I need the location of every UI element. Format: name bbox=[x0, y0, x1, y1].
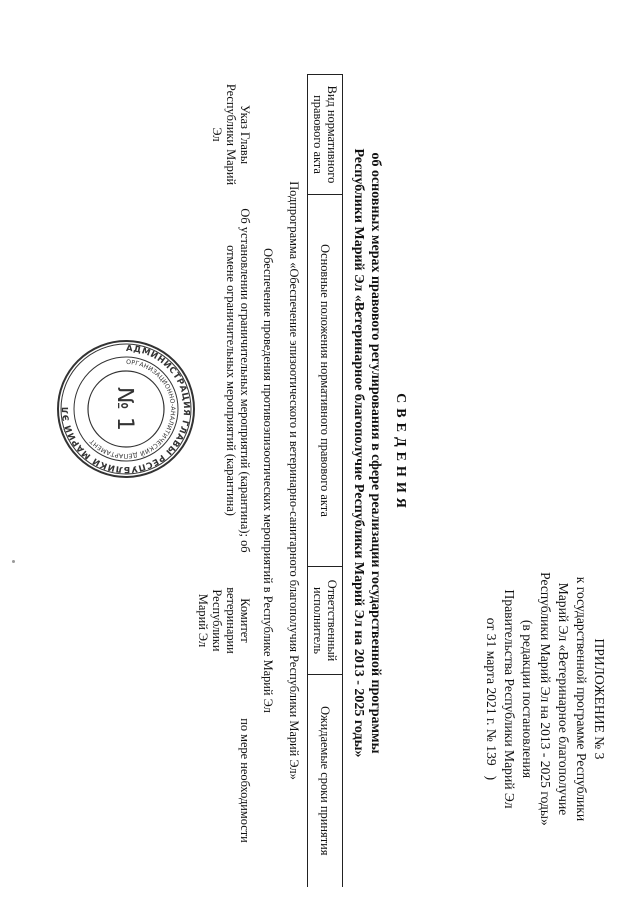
appendix-line: Марий Эл «Ветеринарное благополучие bbox=[556, 582, 571, 816]
date-day: 31 bbox=[484, 633, 499, 648]
stamp-outer-text: АДМИНИСТРАЦИЯ ГЛАВЫ РЕСПУБЛИКИ МАРИЙ ЭЛ bbox=[60, 343, 192, 475]
document-subtitle-line-2: Республики Марий Эл «Ветеринарное благополучие Республики Марий Эл на 2013 - 2025 годы» bbox=[351, 148, 366, 758]
punch-hole-mark bbox=[12, 560, 15, 563]
cell-act-type: Указ Главы Республики Марий Эл bbox=[210, 83, 252, 186]
document-subtitle-line-1: об основных мерах правового регулирования в сфере реализации государственной программы bbox=[368, 152, 383, 754]
document-title: СВЕДЕНИЯ bbox=[393, 393, 408, 513]
measures-table bbox=[193, 74, 343, 887]
cell-deadline: по мере необходимости bbox=[238, 718, 252, 843]
header-act-type: Вид нормативного правового акта bbox=[308, 75, 343, 195]
official-seal-stamp bbox=[55, 338, 197, 480]
subprogram-title: Подпрограмма «Обеспечение эпизоотического и ветеринарно-санитарного благополучия Республики Марий Эл» bbox=[287, 181, 301, 780]
measure-title: Обеспечение проведения противоэпизоотических мероприятий в Республике Марий Эл bbox=[261, 248, 275, 713]
stamp-center-label: № 1 bbox=[112, 387, 137, 431]
date-prefix: от bbox=[484, 617, 499, 631]
appendix-line: к государственной программе Республики bbox=[574, 576, 589, 822]
document-heading bbox=[350, 18, 408, 888]
header-deadline: Ожидаемые сроки принятия bbox=[308, 675, 343, 887]
date-month-year: марта 2021 г. № bbox=[484, 650, 499, 742]
measures-table-wrap bbox=[193, 74, 343, 886]
appendix-date bbox=[482, 534, 500, 864]
cell-provisions: Об установлении ограничительных мероприятий (карантина); об отмене ограничительных мероприятий (карантина) bbox=[224, 208, 252, 553]
stamp-inner-text: ОРГАНИЗАЦИОННО-АНАЛИТИЧЕСКИЙ ДЕПАРТАМЕНТ bbox=[88, 358, 177, 460]
appendix-line: Республики Марий Эл на 2013 - 2025 годы» bbox=[538, 572, 553, 826]
date-suffix: ) bbox=[484, 775, 499, 781]
table-header-row bbox=[308, 75, 343, 887]
date-number: 139 bbox=[484, 745, 499, 766]
measure-row bbox=[255, 75, 281, 887]
document-page bbox=[40, 18, 620, 888]
header-executor: Ответственный исполнитель bbox=[308, 567, 343, 675]
appendix-block bbox=[482, 534, 608, 864]
appendix-line: (в редакции постановления bbox=[520, 619, 535, 779]
appendix-number: ПРИЛОЖЕНИЕ № 3 bbox=[592, 638, 607, 760]
subprogram-row bbox=[281, 75, 308, 887]
table-row bbox=[193, 75, 255, 887]
appendix-line: Правительства Республики Марий Эл bbox=[502, 589, 517, 809]
cell-executor: Комитет ветеринарии Республики Марий Эл bbox=[196, 587, 252, 654]
header-provisions: Основные положения нормативного правового акта bbox=[308, 195, 343, 567]
